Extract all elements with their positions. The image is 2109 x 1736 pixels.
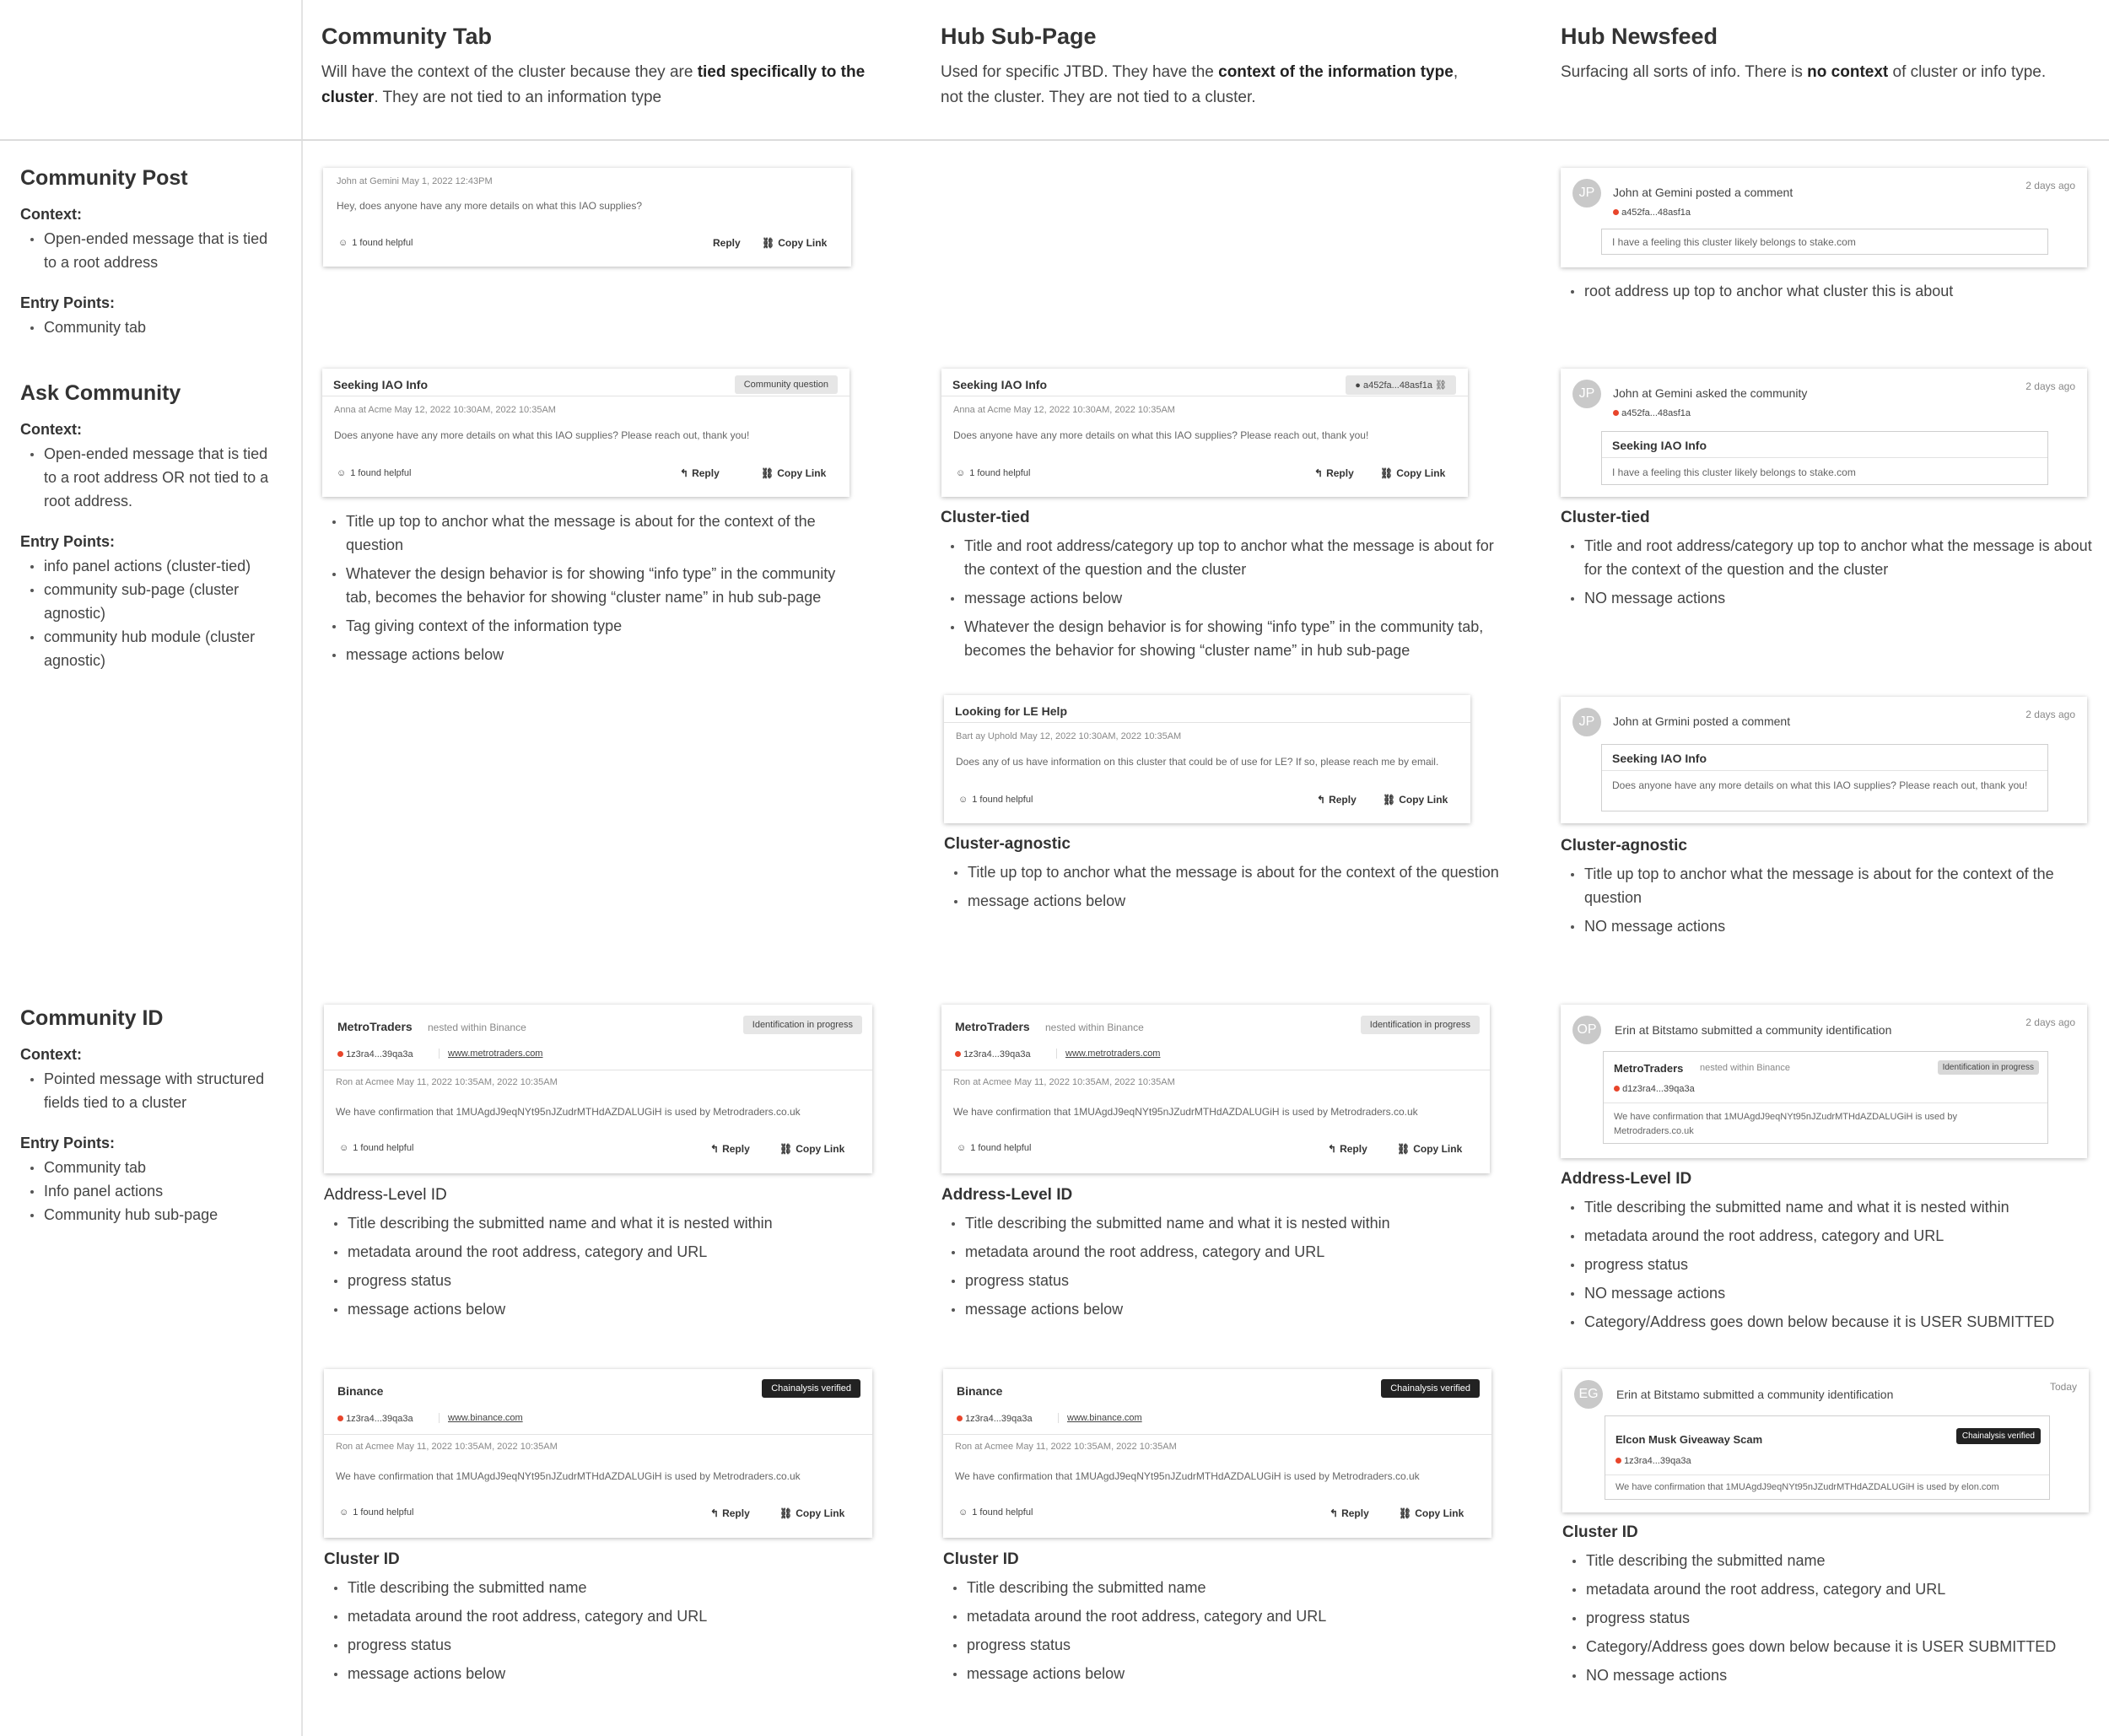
column-title: Hub Sub-Page — [941, 24, 1097, 49]
column-header-hub-newsfeed — [1561, 24, 2101, 85]
address-text: d1z3ra4...39qa3a — [1622, 1084, 1695, 1094]
address-text: 1z3ra4...39qa3a — [346, 1414, 413, 1424]
cluster-id-card — [324, 1369, 872, 1538]
root-address[interactable] — [1615, 1456, 1691, 1466]
post-body: We have confirmation that 1MUAgdJ9eqNYt95nJZudrMTHdAZDALUGiH is used by Metrodraders.co.uk — [1614, 1112, 1957, 1136]
reply-label: Reply — [692, 467, 720, 479]
timestamp: 2 days ago — [2025, 180, 2075, 191]
reply-button[interactable] — [1330, 1507, 1369, 1519]
smiley-icon: ☺ — [958, 795, 968, 805]
reply-label: Reply — [1340, 1143, 1367, 1155]
note-item: Title describing the submitted name and what it is nested within — [324, 1211, 864, 1235]
entry-point-item: Info panel actions — [20, 1179, 282, 1203]
reply-label: Reply — [722, 1143, 750, 1155]
column-header-hub-sub-page — [941, 24, 1481, 111]
verified-status-badge: Chainalysis verified — [1956, 1428, 2041, 1444]
note-item: message actions below — [322, 643, 845, 666]
note-title: Cluster-agnostic — [944, 835, 1071, 853]
root-address[interactable] — [1614, 1084, 1695, 1094]
post-meta: Ron at Acmee May 11, 2022 10:35AM, 2022 10:35AM — [955, 1442, 1177, 1452]
helpful-label: 1 found helpful — [972, 795, 1033, 805]
nested-within: nested within Binance — [1700, 1063, 1791, 1073]
row-header-ask-community — [20, 381, 282, 693]
entity-title: MetroTraders — [955, 1020, 1030, 1033]
note-item: Title describing the submitted name — [943, 1576, 1483, 1599]
question-title: Seeking IAO Info — [1612, 752, 1707, 765]
note-item: NO message actions — [1562, 1663, 2102, 1687]
link-icon: ⛓ — [762, 237, 775, 249]
entry-points-label: Entry Points: — [20, 533, 116, 550]
column-header-community-tab — [321, 24, 870, 111]
reply-icon: ↰ — [710, 1507, 720, 1519]
smiley-icon: ☺ — [958, 1507, 968, 1518]
root-address[interactable] — [1613, 408, 1691, 418]
row-header-community-post — [20, 166, 282, 359]
timestamp: 2 days ago — [2025, 709, 2075, 720]
progress-status-badge: Identification in progress — [1938, 1060, 2039, 1075]
notes-cl-sub — [943, 1550, 1483, 1690]
copy-link-button[interactable] — [779, 1507, 844, 1519]
reply-button[interactable] — [710, 1507, 750, 1519]
note-item: metadata around the root address, category and URL — [324, 1240, 864, 1264]
helpful-label: 1 found helpful — [352, 238, 413, 248]
reply-icon: ↰ — [1328, 1143, 1337, 1155]
ask-community-card — [322, 369, 850, 497]
helpful-button[interactable] — [956, 468, 1030, 478]
helpful-label: 1 found helpful — [970, 1143, 1032, 1153]
nested-within: nested within Binance — [1045, 1022, 1144, 1033]
note-title: Address-Level ID — [324, 1186, 447, 1204]
column-title: Community Tab — [321, 24, 492, 49]
column-description: Will have the context of the cluster because they are tied specifically to the cluster. They are not tied to an information type — [321, 63, 866, 106]
copy-link-label: Copy Link — [778, 237, 828, 249]
note-item: message actions below — [324, 1662, 864, 1685]
column-description: Surfacing all sorts of info. There is no context of cluster or info type. — [1561, 63, 2047, 81]
nested-within: nested within Binance — [428, 1022, 526, 1033]
note-item: progress status — [324, 1269, 864, 1292]
entry-point-item: Community tab — [20, 1156, 282, 1179]
ask-community-subpage-card — [941, 369, 1468, 497]
note-item: metadata around the root address, category and URL — [1562, 1577, 2102, 1601]
context-item: Open-ended message that is tied to a root address OR not tied to a root address. — [20, 442, 282, 513]
note-item: Title up top to anchor what the message is about for the context of the question — [1561, 862, 2092, 909]
reply-label: Reply — [713, 237, 741, 249]
note-item: Tag giving context of the information type — [322, 614, 845, 638]
post-meta: John at Gemini May 1, 2022 12:43PM — [337, 176, 493, 186]
avatar: OP — [1572, 1016, 1601, 1044]
context-label: Context: — [20, 421, 82, 438]
note-item: message actions below — [943, 1662, 1483, 1685]
note-item: Whatever the design behavior is for showing “info type” in the community tab, becomes the behavior for showing “cluster name” in hub sub-page — [322, 562, 845, 609]
note-item: Whatever the design behavior is for showing “info type” in the community tab, becomes the behavior for showing “cluster name” in hub sub-page — [941, 615, 1514, 662]
notes-ask-sub — [941, 509, 1514, 667]
address-id-subpage-card — [941, 1005, 1490, 1173]
progress-status-badge: Identification in progress — [743, 1016, 862, 1034]
helpful-button[interactable] — [958, 795, 1033, 805]
post-meta: Ron at Acmee May 11, 2022 10:35AM, 2022 10:35AM — [336, 1442, 558, 1452]
avatar: JP — [1572, 179, 1601, 208]
reply-button[interactable] — [1328, 1143, 1367, 1155]
timestamp: 2 days ago — [2025, 380, 2075, 392]
root-address[interactable] — [957, 1414, 1033, 1424]
entry-point-item: Community hub sub-page — [20, 1203, 282, 1227]
notes-ask-tab — [322, 509, 845, 671]
address-text: 1z3ra4...39qa3a — [963, 1049, 1031, 1059]
newsfeed-identification-card — [1561, 1005, 2087, 1158]
newsfeed-ask-card — [1561, 369, 2087, 497]
post-meta: Ron at Acmee May 11, 2022 10:35AM, 2022 10:35AM — [336, 1077, 558, 1087]
column-title: Hub Newsfeed — [1561, 24, 1718, 49]
note-item: message actions below — [324, 1297, 864, 1321]
quoted-question — [1601, 744, 2048, 811]
quoted-comment — [1601, 229, 2048, 255]
copy-link-button[interactable] — [1397, 1143, 1462, 1155]
link-icon: ⛓ — [779, 1143, 793, 1155]
link-icon: ⛓ — [1397, 1143, 1410, 1155]
notes-ask-feed2 — [1561, 837, 2092, 943]
reply-button[interactable] — [713, 237, 741, 249]
entry-point-item: info panel actions (cluster-tied) — [20, 554, 282, 578]
reply-button[interactable] — [1317, 794, 1357, 806]
quoted-question — [1601, 431, 2048, 485]
copy-link-button[interactable] — [761, 467, 826, 479]
notes-ask-feed — [1561, 509, 2092, 615]
note-title: Cluster ID — [1562, 1523, 1638, 1541]
root-address[interactable] — [337, 1414, 413, 1424]
question-body: Does anyone have any more details on what this IAO supplies? Please reach out, thank you! — [1612, 779, 2028, 791]
entity-title: MetroTraders — [337, 1020, 413, 1033]
entity-title: Binance — [957, 1384, 1003, 1398]
root-address[interactable] — [1613, 208, 1691, 218]
address-text: a452fa...48asf1a — [1363, 380, 1432, 391]
activity-line: John at Grmini posted a comment — [1613, 714, 1791, 728]
quote-text: I have a feeling this cluster likely belongs to stake.com — [1612, 236, 1856, 248]
note-item: NO message actions — [1561, 1281, 2101, 1305]
address-text: a452fa...48asf1a — [1621, 208, 1691, 218]
question-title: Looking for LE Help — [955, 704, 1067, 718]
reply-icon: ↰ — [1314, 467, 1324, 479]
question-title: Seeking IAO Info — [952, 378, 1048, 391]
smiley-icon: ☺ — [337, 468, 347, 478]
smiley-icon: ☺ — [338, 238, 348, 248]
reply-label: Reply — [722, 1507, 750, 1519]
post-body: Does any of us have information on this cluster that could be of use for LE? If so, please reach me by email. — [956, 756, 1439, 768]
copy-link-label: Copy Link — [796, 1143, 845, 1155]
copy-link-button[interactable] — [1399, 1507, 1464, 1519]
copy-link-label: Copy Link — [1415, 1507, 1464, 1519]
entity-url-link[interactable]: www.metrotraders.com — [1056, 1049, 1160, 1059]
notes-ask-sub2 — [944, 835, 1518, 918]
address-text: 1z3ra4...39qa3a — [346, 1049, 413, 1059]
question-title: Seeking IAO Info — [333, 378, 429, 391]
activity-line: Erin at Bitstamo submitted a community identification — [1616, 1388, 1894, 1401]
note-item: metadata around the root address, category and URL — [943, 1604, 1483, 1628]
helpful-label: 1 found helpful — [353, 1507, 414, 1518]
note-item: progress status — [1561, 1253, 2101, 1276]
link-icon: ⛓ — [761, 467, 774, 479]
entry-points-label: Entry Points: — [20, 1135, 116, 1151]
post-meta: Ron at Acmee May 11, 2022 10:35AM, 2022 10:35AM — [953, 1077, 1175, 1087]
helpful-button[interactable] — [337, 468, 411, 478]
newsfeed-comment-agnostic-card — [1561, 697, 2087, 823]
copy-link-label: Copy Link — [1399, 794, 1448, 806]
post-meta: Anna at Acme May 12, 2022 10:30AM, 2022 10:35AM — [953, 405, 1175, 415]
entity-title: MetroTraders — [1614, 1062, 1684, 1075]
helpful-button[interactable] — [339, 1143, 413, 1153]
link-icon: ⛓ — [779, 1507, 793, 1519]
note-item: progress status — [943, 1633, 1483, 1657]
entry-point-item: Community tab — [20, 315, 282, 339]
helpful-label: 1 found helpful — [972, 1507, 1033, 1518]
header-divider — [0, 139, 2109, 141]
entity-title: Binance — [337, 1384, 384, 1398]
reply-label: Reply — [1341, 1507, 1369, 1519]
dot-icon: ● — [1355, 380, 1361, 391]
root-address-tag[interactable] — [1346, 375, 1456, 395]
copy-link-label: Copy Link — [796, 1507, 845, 1519]
copy-link-button[interactable] — [1383, 794, 1448, 806]
context-label: Context: — [20, 206, 82, 223]
newsfeed-comment-card — [1561, 168, 2087, 267]
column-divider — [301, 0, 303, 1736]
helpful-label: 1 found helpful — [350, 468, 412, 478]
entity-url-link[interactable]: www.binance.com — [1058, 1413, 1142, 1423]
note-item: Title up top to anchor what the message is about for the context of the question — [322, 509, 845, 557]
reply-label: Reply — [1326, 467, 1354, 479]
post-body: Does anyone have any more details on what this IAO supplies? Please reach out, thank you! — [334, 429, 750, 441]
question-title: Seeking IAO Info — [1612, 439, 1707, 452]
smiley-icon: ☺ — [339, 1143, 349, 1153]
reply-icon: ↰ — [680, 467, 689, 479]
link-icon: ⛓ — [1435, 380, 1447, 391]
post-meta: Bart ay Uphold May 12, 2022 10:30AM, 2022 10:35AM — [956, 731, 1182, 741]
reply-icon: ↰ — [1330, 1507, 1339, 1519]
row-title: Community Post — [20, 166, 188, 190]
entry-points-label: Entry Points: — [20, 294, 116, 311]
notes-addr-tab — [324, 1186, 864, 1326]
copy-link-button[interactable] — [762, 237, 827, 249]
info-type-tag: Community question — [735, 375, 838, 394]
reply-icon: ↰ — [710, 1143, 720, 1155]
identification-preview — [1603, 1051, 2048, 1144]
identification-preview — [1605, 1415, 2050, 1500]
helpful-button[interactable] — [958, 1507, 1033, 1518]
address-text: a452fa...48asf1a — [1621, 408, 1691, 418]
note-item: Category/Address goes down below because it is USER SUBMITTED — [1561, 1310, 2101, 1334]
address-id-card — [324, 1005, 872, 1173]
smiley-icon: ☺ — [956, 468, 966, 478]
note-title: Cluster-tied — [1561, 509, 1650, 526]
timestamp: Today — [2049, 1381, 2077, 1393]
note-title: Cluster-agnostic — [1561, 837, 1687, 855]
avatar: EG — [1574, 1380, 1603, 1409]
helpful-button[interactable] — [339, 1507, 413, 1518]
notes-addr-feed — [1561, 1170, 2101, 1339]
activity-line: John at Gemini posted a comment — [1613, 186, 1793, 199]
root-address[interactable] — [955, 1049, 1031, 1059]
note-item: Title and root address/category up top to anchor what the message is about for the context of the question and the cluster — [1561, 534, 2092, 581]
note-item: Title describing the submitted name — [1562, 1549, 2102, 1572]
question-body: I have a feeling this cluster likely belongs to stake.com — [1612, 466, 1856, 478]
notes-addr-sub — [941, 1186, 1481, 1326]
ask-community-agnostic-card — [944, 695, 1470, 823]
note-item: NO message actions — [1561, 914, 2092, 938]
link-icon: ⛓ — [1399, 1507, 1412, 1519]
note-item: Title describing the submitted name — [324, 1576, 864, 1599]
root-address[interactable] — [337, 1049, 413, 1059]
row-title: Ask Community — [20, 381, 181, 405]
post-body: We have confirmation that 1MUAgdJ9eqNYt95nJZudrMTHdAZDALUGiH is used by elon.com — [1615, 1482, 1999, 1492]
post-body: Does anyone have any more details on what this IAO supplies? Please reach out, thank you! — [953, 429, 1369, 441]
notes-post-feed — [1561, 279, 2092, 308]
entry-point-item: community sub-page (cluster agnostic) — [20, 578, 282, 625]
note-title: Address-Level ID — [1561, 1170, 1692, 1188]
note-item: message actions below — [941, 1297, 1481, 1321]
reply-button[interactable] — [710, 1143, 750, 1155]
cluster-id-subpage-card — [943, 1369, 1491, 1538]
newsfeed-cluster-identification-card — [1562, 1369, 2089, 1512]
reply-label: Reply — [1329, 794, 1357, 806]
note-item: metadata around the root address, category and URL — [1561, 1224, 2101, 1248]
note-item: NO message actions — [1561, 586, 2092, 610]
note-item: message actions below — [944, 889, 1518, 913]
post-meta: Anna at Acme May 12, 2022 10:30AM, 2022 10:35AM — [334, 405, 556, 415]
activity-line: Erin at Bitstamo submitted a community identification — [1615, 1023, 1892, 1037]
entry-point-item: community hub module (cluster agnostic) — [20, 625, 282, 672]
helpful-label: 1 found helpful — [969, 468, 1031, 478]
post-body: We have confirmation that 1MUAgdJ9eqNYt95nJZudrMTHdAZDALUGiH is used by Metrodraders.co.uk — [953, 1106, 1418, 1118]
post-body: We have confirmation that 1MUAgdJ9eqNYt95nJZudrMTHdAZDALUGiH is used by Metrodraders.co.uk — [336, 1106, 801, 1118]
address-text: 1z3ra4...39qa3a — [1624, 1456, 1691, 1466]
note-item: metadata around the root address, category and URL — [324, 1604, 864, 1628]
post-body: We have confirmation that 1MUAgdJ9eqNYt95nJZudrMTHdAZDALUGiH is used by Metrodraders.co.uk — [955, 1470, 1420, 1482]
note-item: Title up top to anchor what the message is about for the context of the question — [944, 860, 1518, 884]
note-item: Title describing the submitted name and what it is nested within — [1561, 1195, 2101, 1219]
post-body: Hey, does anyone have any more details on what this IAO supplies? — [337, 200, 642, 212]
link-icon: ⛓ — [1380, 467, 1394, 479]
note-item: progress status — [941, 1269, 1481, 1292]
note-title: Cluster ID — [324, 1550, 400, 1568]
note-item: root address up top to anchor what cluster this is about — [1561, 279, 2092, 303]
note-title: Cluster ID — [943, 1550, 1019, 1568]
row-header-community-id — [20, 1006, 282, 1247]
avatar: JP — [1572, 708, 1601, 736]
verified-status-badge: Chainalysis verified — [1381, 1379, 1480, 1398]
community-post-card — [323, 168, 851, 267]
notes-cl-feed — [1562, 1523, 2102, 1692]
note-item: progress status — [324, 1633, 864, 1657]
smiley-icon: ☺ — [957, 1143, 967, 1153]
activity-line: John at Gemini asked the community — [1613, 386, 1808, 400]
timestamp: 2 days ago — [2025, 1016, 2075, 1028]
copy-link-label: Copy Link — [777, 467, 827, 479]
helpful-button[interactable] — [957, 1143, 1031, 1153]
link-icon: ⛓ — [1383, 794, 1396, 806]
copy-link-button[interactable] — [779, 1143, 844, 1155]
copy-link-label: Copy Link — [1396, 467, 1446, 479]
note-title: Address-Level ID — [941, 1186, 1073, 1204]
entity-title: Elcon Musk Giveaway Scam — [1615, 1433, 1763, 1446]
row-title: Community ID — [20, 1006, 164, 1030]
smiley-icon: ☺ — [339, 1507, 349, 1518]
copy-link-button[interactable] — [1380, 467, 1445, 479]
note-item: Title describing the submitted name and what it is nested within — [941, 1211, 1481, 1235]
note-item: Category/Address goes down below because it is USER SUBMITTED — [1562, 1635, 2102, 1658]
reply-button[interactable] — [1314, 467, 1354, 479]
note-item: Title and root address/category up top to anchor what the message is about for the context of the question and the cluster — [941, 534, 1514, 581]
reply-icon: ↰ — [1317, 794, 1326, 806]
column-description: Used for specific JTBD. They have the context of the information type, not the cluster. They are not tied to a cluster. — [941, 63, 1459, 106]
notes-cl-tab — [324, 1550, 864, 1690]
verified-status-badge: Chainalysis verified — [762, 1379, 860, 1398]
context-item: Open-ended message that is tied to a root address — [20, 227, 282, 274]
avatar: JP — [1572, 380, 1601, 408]
context-item: Pointed message with structured fields tied to a cluster — [20, 1067, 282, 1114]
reply-button[interactable] — [680, 467, 720, 479]
note-item: metadata around the root address, category and URL — [941, 1240, 1481, 1264]
address-text: 1z3ra4...39qa3a — [965, 1414, 1033, 1424]
note-title: Cluster-tied — [941, 509, 1030, 526]
context-label: Context: — [20, 1046, 82, 1063]
post-body: We have confirmation that 1MUAgdJ9eqNYt95nJZudrMTHdAZDALUGiH is used by Metrodraders.co.uk — [336, 1470, 801, 1482]
entity-url-link[interactable]: www.binance.com — [439, 1413, 523, 1423]
progress-status-badge: Identification in progress — [1361, 1016, 1480, 1034]
helpful-button[interactable] — [338, 238, 413, 248]
entity-url-link[interactable]: www.metrotraders.com — [439, 1049, 542, 1059]
note-item: message actions below — [941, 586, 1514, 610]
helpful-label: 1 found helpful — [353, 1143, 414, 1153]
note-item: progress status — [1562, 1606, 2102, 1630]
copy-link-label: Copy Link — [1413, 1143, 1463, 1155]
